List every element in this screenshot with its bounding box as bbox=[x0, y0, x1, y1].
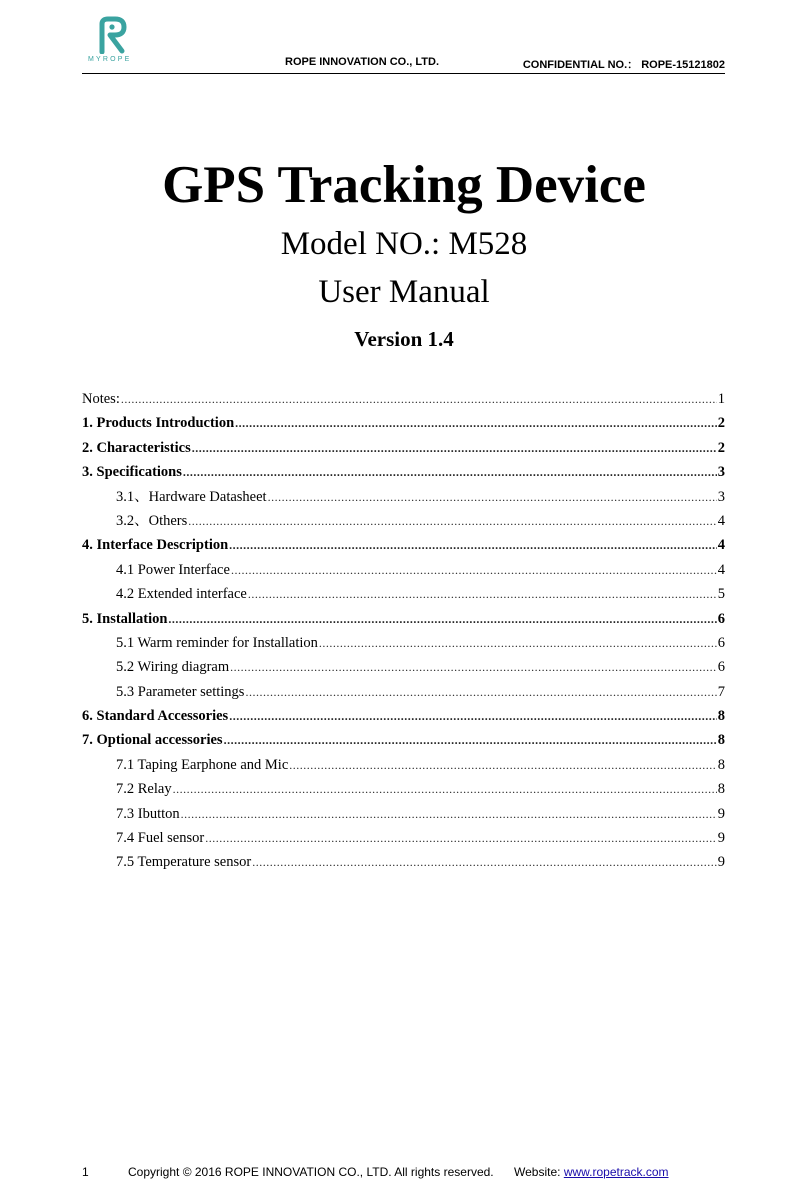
toc-dot-leader bbox=[168, 607, 716, 631]
header-divider bbox=[82, 73, 725, 74]
toc-entry-label: 3.2、Others bbox=[116, 512, 188, 529]
toc-entry-label: Notes: bbox=[82, 391, 120, 407]
toc-entry-page: 3 bbox=[717, 464, 725, 481]
toc-dot-leader bbox=[252, 850, 717, 874]
rope-r-logo-icon bbox=[94, 16, 130, 54]
toc-entry-page: 2 bbox=[717, 415, 725, 432]
toc-entry-label: 7.2 Relay bbox=[116, 781, 172, 798]
toc-entry-page: 6 bbox=[717, 610, 725, 627]
toc-entry-label: 3.1、Hardware Datasheet bbox=[116, 488, 267, 505]
toc-dot-leader bbox=[248, 582, 717, 606]
toc-entry-page: 9 bbox=[717, 854, 725, 871]
toc-entry-page: 3 bbox=[717, 488, 725, 505]
footer-website bbox=[514, 1162, 669, 1182]
footer-copyright: Copyright © 2016 ROPE INNOVATION CO., LTD. All rights reserved. bbox=[128, 1165, 494, 1179]
toc-entry-label: 7.1 Taping Earphone and Mic bbox=[116, 756, 289, 773]
toc-entry[interactable] bbox=[82, 728, 725, 752]
toc-entry-label: 4. Interface Description bbox=[82, 537, 229, 554]
table-of-contents bbox=[82, 387, 725, 875]
toc-entry-page: 9 bbox=[717, 805, 725, 822]
toc-entry-page: 4 bbox=[717, 512, 725, 529]
document-version: Version 1.4 bbox=[354, 327, 454, 351]
toc-dot-leader bbox=[188, 509, 716, 533]
toc-dot-leader bbox=[183, 460, 717, 484]
toc-entry-label: 3. Specifications bbox=[82, 464, 182, 481]
toc-entry[interactable] bbox=[82, 704, 725, 728]
document-title: GPS Tracking Device bbox=[162, 156, 646, 214]
toc-entry[interactable] bbox=[82, 680, 725, 704]
toc-entry-page: 6 bbox=[717, 634, 725, 651]
toc-entry[interactable] bbox=[82, 558, 725, 582]
page-header bbox=[82, 14, 725, 74]
toc-entry-page: 7 bbox=[717, 683, 725, 700]
toc-dot-leader bbox=[230, 655, 717, 679]
toc-dot-leader bbox=[245, 680, 716, 704]
toc-entry[interactable] bbox=[82, 777, 725, 801]
toc-entry-label: 7. Optional accessories bbox=[82, 732, 223, 749]
footer-website-label: Website: bbox=[514, 1165, 561, 1179]
footer-page-number: 1 bbox=[82, 1165, 89, 1179]
toc-dot-leader bbox=[231, 558, 717, 582]
toc-entry-label: 5.2 Wiring diagram bbox=[116, 659, 230, 676]
toc-dot-leader bbox=[173, 777, 717, 801]
toc-dot-leader bbox=[289, 753, 716, 777]
toc-entry[interactable] bbox=[82, 631, 725, 655]
document-subtitle: User Manual bbox=[318, 274, 490, 310]
toc-entry-label: 2. Characteristics bbox=[82, 439, 191, 456]
toc-entry[interactable] bbox=[82, 533, 725, 557]
toc-entry-page: 4 bbox=[717, 537, 725, 554]
toc-entry-label: 5.1 Warm reminder for Installation bbox=[116, 634, 318, 651]
toc-dot-leader bbox=[235, 411, 717, 435]
toc-dot-leader bbox=[205, 826, 717, 850]
toc-entry-label: 5. Installation bbox=[82, 610, 168, 627]
toc-entry-label: 4.1 Power Interface bbox=[116, 561, 230, 578]
toc-entry-page: 2 bbox=[717, 439, 725, 456]
toc-entry[interactable] bbox=[82, 387, 725, 411]
toc-entry[interactable] bbox=[82, 582, 725, 606]
toc-entry[interactable] bbox=[82, 826, 725, 850]
page-footer bbox=[82, 1162, 725, 1182]
footer-website-link[interactable]: www.ropetrack.com bbox=[563, 1165, 669, 1179]
toc-dot-leader bbox=[121, 387, 717, 411]
model-number: Model NO.: M528 bbox=[280, 226, 528, 262]
toc-entry[interactable] bbox=[82, 460, 725, 484]
toc-dot-leader bbox=[224, 728, 717, 752]
toc-entry-page: 8 bbox=[717, 732, 725, 749]
toc-entry-page: 1 bbox=[717, 391, 725, 407]
toc-entry-page: 8 bbox=[717, 756, 725, 773]
header-confidential-number: CONFIDENTIAL NO.： ROPE-15121802 bbox=[522, 59, 725, 71]
toc-entry[interactable] bbox=[82, 802, 725, 826]
company-logo bbox=[84, 16, 142, 66]
toc-entry[interactable] bbox=[82, 655, 725, 679]
toc-entry-label: 1. Products Introduction bbox=[82, 415, 235, 432]
toc-entry[interactable] bbox=[82, 607, 725, 631]
toc-entry[interactable] bbox=[82, 753, 725, 777]
toc-dot-leader bbox=[268, 485, 717, 509]
toc-entry[interactable] bbox=[82, 850, 725, 874]
toc-dot-leader bbox=[229, 533, 717, 557]
toc-entry-page: 6 bbox=[717, 659, 725, 676]
toc-entry[interactable] bbox=[82, 436, 725, 460]
toc-dot-leader bbox=[192, 436, 717, 460]
logo-text: MYROPE bbox=[88, 56, 132, 63]
toc-entry-label: 6. Standard Accessories bbox=[82, 708, 229, 725]
toc-dot-leader bbox=[229, 704, 717, 728]
toc-dot-leader bbox=[319, 631, 717, 655]
toc-entry[interactable] bbox=[82, 485, 725, 509]
toc-entry-label: 7.3 Ibutton bbox=[116, 805, 180, 822]
toc-entry-page: 9 bbox=[717, 830, 725, 847]
toc-entry[interactable] bbox=[82, 509, 725, 533]
toc-entry-page: 8 bbox=[717, 708, 725, 725]
header-company-name: ROPE INNOVATION CO., LTD. bbox=[285, 56, 439, 68]
toc-entry-label: 5.3 Parameter settings bbox=[116, 683, 245, 700]
toc-entry-label: 4.2 Extended interface bbox=[116, 586, 247, 603]
toc-entry-page: 8 bbox=[717, 781, 725, 798]
toc-entry[interactable] bbox=[82, 411, 725, 435]
toc-entry-label: 7.5 Temperature sensor bbox=[116, 854, 252, 871]
toc-entry-page: 5 bbox=[717, 586, 725, 603]
toc-entry-page: 4 bbox=[717, 561, 725, 578]
toc-entry-label: 7.4 Fuel sensor bbox=[116, 830, 205, 847]
toc-dot-leader bbox=[181, 802, 717, 826]
